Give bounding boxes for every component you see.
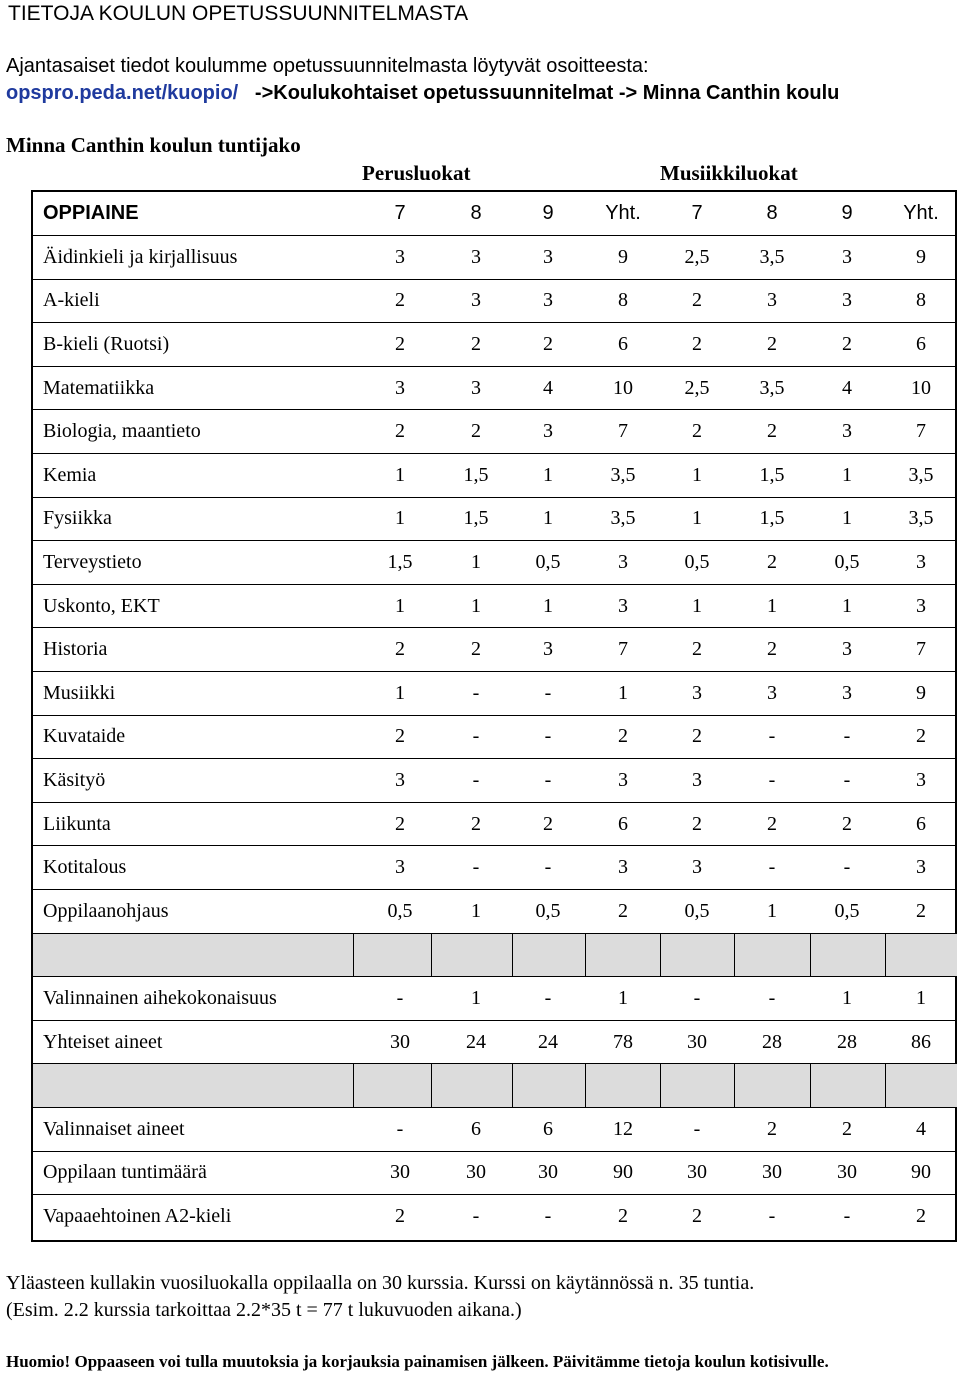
hours-value: 3 bbox=[767, 289, 777, 312]
hours-value: 2 bbox=[842, 1117, 852, 1140]
hours-value: 2 bbox=[471, 638, 481, 661]
subject-name: Liikunta bbox=[43, 812, 111, 835]
hours-value: 3 bbox=[692, 856, 702, 879]
hours-value: 3 bbox=[692, 681, 702, 704]
hours-value: 2 bbox=[767, 638, 777, 661]
subject-name: Kemia bbox=[43, 463, 97, 486]
hours-value: 10 bbox=[911, 376, 931, 399]
hours-value: 90 bbox=[613, 1161, 633, 1184]
column-header: 9 bbox=[542, 202, 554, 224]
hours-value: 1 bbox=[842, 463, 852, 486]
hours-value: 0,5 bbox=[834, 899, 860, 922]
cell-divider bbox=[512, 1064, 513, 1107]
hours-value: 3 bbox=[618, 594, 628, 617]
hours-value: 8 bbox=[618, 289, 628, 312]
cell-divider bbox=[734, 934, 735, 977]
hours-value: 2 bbox=[395, 289, 405, 312]
table-row bbox=[33, 627, 957, 671]
column-header: 7 bbox=[394, 202, 406, 224]
hours-value: 1,5 bbox=[387, 550, 413, 573]
hours-value: - bbox=[472, 681, 480, 704]
hours-value: 30 bbox=[466, 1161, 486, 1184]
subject-name: Oppilaan tuntimäärä bbox=[43, 1161, 207, 1184]
hours-value: 1 bbox=[767, 899, 777, 922]
hours-value: 6 bbox=[543, 1117, 553, 1140]
hours-value: 1 bbox=[543, 594, 553, 617]
hours-value: 0,5 bbox=[387, 899, 413, 922]
hours-value: 2 bbox=[916, 899, 926, 922]
table-bottom-border bbox=[31, 1240, 957, 1242]
hours-value: 1,5 bbox=[759, 463, 785, 486]
hours-value: 2 bbox=[395, 332, 405, 355]
hours-value: - bbox=[544, 856, 552, 879]
hours-value: 1,5 bbox=[463, 463, 489, 486]
hours-value: 1 bbox=[395, 594, 405, 617]
hours-value: 3 bbox=[543, 420, 553, 443]
hours-value: 1 bbox=[767, 594, 777, 617]
hours-value: - bbox=[544, 986, 552, 1009]
hours-value: 86 bbox=[911, 1030, 931, 1053]
lesson-distribution-table bbox=[31, 190, 957, 1242]
hours-value: 0,5 bbox=[684, 899, 710, 922]
link-path-text: ->Koulukohtaiset opetussuunnitelmat -> Minna Canthin koulu bbox=[254, 82, 840, 104]
subject-name: Kotitalous bbox=[43, 856, 127, 879]
hours-value: - bbox=[472, 725, 480, 748]
hours-value: 2 bbox=[692, 812, 702, 835]
hours-value: 3 bbox=[471, 376, 481, 399]
table-row bbox=[33, 976, 957, 1020]
table-row bbox=[33, 889, 957, 933]
cell-divider bbox=[885, 934, 886, 977]
hours-value: 3 bbox=[842, 638, 852, 661]
hours-value: 2 bbox=[767, 332, 777, 355]
hours-value: 9 bbox=[618, 245, 628, 268]
cell-divider bbox=[660, 1064, 661, 1107]
hours-value: 1 bbox=[471, 899, 481, 922]
hours-value: 7 bbox=[916, 638, 926, 661]
hours-value: 1 bbox=[842, 507, 852, 530]
cell-divider bbox=[885, 1064, 886, 1107]
subject-name: Yhteiset aineet bbox=[43, 1030, 163, 1053]
hours-value: - bbox=[843, 1204, 851, 1227]
cell-divider bbox=[431, 1064, 432, 1107]
subject-name: Äidinkieli ja kirjallisuus bbox=[43, 245, 238, 268]
curriculum-link[interactable]: opspro.peda.net/kuopio/ bbox=[6, 82, 239, 104]
table-row bbox=[33, 497, 957, 541]
hours-value: 1 bbox=[395, 507, 405, 530]
hours-value: 3 bbox=[543, 289, 553, 312]
cell-divider bbox=[431, 934, 432, 977]
table-row bbox=[33, 409, 957, 453]
hours-value: 4 bbox=[842, 376, 852, 399]
hours-value: 3 bbox=[842, 289, 852, 312]
hours-value: 2 bbox=[842, 332, 852, 355]
hours-value: 10 bbox=[613, 376, 633, 399]
hours-value: 2 bbox=[692, 420, 702, 443]
table-row bbox=[33, 322, 957, 366]
hours-value: - bbox=[544, 1204, 552, 1227]
hours-value: - bbox=[472, 768, 480, 791]
hours-value: 24 bbox=[538, 1030, 558, 1053]
hours-value: - bbox=[544, 681, 552, 704]
cell-divider bbox=[585, 1064, 586, 1107]
table-header-row bbox=[33, 192, 957, 235]
table-heading: Minna Canthin koulun tuntijako bbox=[6, 133, 301, 157]
column-header: 7 bbox=[691, 202, 703, 224]
hours-value: 2 bbox=[692, 332, 702, 355]
subject-name: Oppilaanohjaus bbox=[43, 899, 169, 922]
hours-value: 3 bbox=[471, 289, 481, 312]
hours-value: 1 bbox=[543, 507, 553, 530]
hours-value: 2 bbox=[916, 1204, 926, 1227]
hours-value: 7 bbox=[916, 420, 926, 443]
spacer-row bbox=[33, 933, 957, 977]
hours-value: 3 bbox=[471, 245, 481, 268]
hours-value: 2 bbox=[395, 725, 405, 748]
example-note: (Esim. 2.2 kurssia tarkoittaa 2.2*35 t = 77 t lukuvuoden aikana.) bbox=[6, 1299, 522, 1321]
hours-value: 4 bbox=[916, 1117, 926, 1140]
hours-value: 1 bbox=[543, 463, 553, 486]
table-row bbox=[33, 671, 957, 715]
subject-name: Matematiikka bbox=[43, 376, 155, 399]
hours-value: 1,5 bbox=[759, 507, 785, 530]
hours-value: 78 bbox=[613, 1030, 633, 1053]
subject-name: Terveystieto bbox=[43, 550, 142, 573]
hours-value: - bbox=[472, 856, 480, 879]
hours-value: 6 bbox=[471, 1117, 481, 1140]
hours-value: 0,5 bbox=[535, 899, 561, 922]
hours-value: 30 bbox=[390, 1161, 410, 1184]
hours-value: 3,5 bbox=[908, 463, 934, 486]
hours-value: 8 bbox=[916, 289, 926, 312]
hours-value: 2 bbox=[916, 725, 926, 748]
cell-divider bbox=[353, 934, 354, 977]
hours-value: 3 bbox=[543, 638, 553, 661]
subject-name: Uskonto, EKT bbox=[43, 594, 160, 617]
hours-value: 3 bbox=[395, 245, 405, 268]
hours-value: 3 bbox=[543, 245, 553, 268]
hours-value: 3 bbox=[618, 768, 628, 791]
hours-value: 6 bbox=[618, 812, 628, 835]
hours-value: 1 bbox=[618, 986, 628, 1009]
hours-value: 2 bbox=[692, 725, 702, 748]
hours-value: 2 bbox=[692, 289, 702, 312]
course-note: Yläasteen kullakin vuosiluokalla oppilaalla on 30 kurssia. Kurssi on käytännössä n. 35 tuntia. bbox=[6, 1272, 755, 1294]
cell-divider bbox=[810, 1064, 811, 1107]
cell-divider bbox=[512, 934, 513, 977]
hours-value: 3 bbox=[395, 768, 405, 791]
hours-value: 0,5 bbox=[834, 550, 860, 573]
hours-value: 2 bbox=[395, 420, 405, 443]
table-row bbox=[33, 802, 957, 846]
cell-divider bbox=[585, 934, 586, 977]
hours-value: 2 bbox=[842, 812, 852, 835]
column-header: 9 bbox=[841, 202, 853, 224]
subject-name: Kuvataide bbox=[43, 725, 126, 748]
hours-value: - bbox=[768, 986, 776, 1009]
cell-divider bbox=[734, 1064, 735, 1107]
table-row bbox=[33, 1020, 957, 1064]
subject-name: Valinnaiset aineet bbox=[43, 1117, 185, 1140]
hours-value: 2 bbox=[692, 638, 702, 661]
curriculum-link-line bbox=[6, 82, 839, 105]
hours-value: 3,5 bbox=[759, 376, 785, 399]
hours-value: 6 bbox=[618, 332, 628, 355]
hours-value: - bbox=[396, 986, 404, 1009]
hours-value: 1 bbox=[618, 681, 628, 704]
hours-value: 7 bbox=[618, 638, 628, 661]
hours-value: 0,5 bbox=[535, 550, 561, 573]
hours-value: 2 bbox=[395, 638, 405, 661]
column-header: Yht. bbox=[605, 202, 641, 224]
hours-value: - bbox=[843, 768, 851, 791]
subject-name: A-kieli bbox=[43, 289, 100, 312]
hours-value: 2 bbox=[543, 332, 553, 355]
hours-value: 30 bbox=[762, 1161, 782, 1184]
hours-value: 28 bbox=[762, 1030, 782, 1053]
group-label-basic: Perusluokat bbox=[362, 161, 471, 185]
hours-value: 3,5 bbox=[610, 507, 636, 530]
hours-value: - bbox=[768, 856, 776, 879]
hours-value: 4 bbox=[543, 376, 553, 399]
hours-value: 6 bbox=[916, 812, 926, 835]
column-header: Yht. bbox=[903, 202, 939, 224]
hours-value: - bbox=[768, 768, 776, 791]
hours-value: - bbox=[544, 725, 552, 748]
table-row bbox=[33, 758, 957, 802]
hours-value: 1 bbox=[692, 507, 702, 530]
subject-name: Musiikki bbox=[43, 681, 116, 704]
table-row bbox=[33, 1151, 957, 1195]
hours-value: 3 bbox=[842, 420, 852, 443]
hours-value: - bbox=[693, 1117, 701, 1140]
table-row bbox=[33, 235, 957, 279]
subject-name: Historia bbox=[43, 638, 108, 661]
hours-value: 1 bbox=[692, 594, 702, 617]
group-label-music: Musiikkiluokat bbox=[660, 161, 798, 185]
hours-value: - bbox=[396, 1117, 404, 1140]
hours-value: 24 bbox=[466, 1030, 486, 1053]
table-row bbox=[33, 366, 957, 410]
hours-value: 2,5 bbox=[684, 245, 710, 268]
subject-name: Valinnainen aihekokonaisuus bbox=[43, 986, 277, 1009]
hours-value: 3,5 bbox=[610, 463, 636, 486]
subject-name: Biologia, maantieto bbox=[43, 420, 201, 443]
hours-value: 1 bbox=[471, 550, 481, 573]
hours-value: 2 bbox=[543, 812, 553, 835]
hours-value: 3 bbox=[618, 856, 628, 879]
table-row bbox=[33, 540, 957, 584]
hours-value: 3 bbox=[767, 681, 777, 704]
hours-value: 9 bbox=[916, 245, 926, 268]
hours-value: 28 bbox=[837, 1030, 857, 1053]
hours-value: 6 bbox=[916, 332, 926, 355]
hours-value: 1 bbox=[471, 986, 481, 1009]
cell-divider bbox=[660, 934, 661, 977]
table-row bbox=[33, 584, 957, 628]
hours-value: 2 bbox=[767, 1117, 777, 1140]
hours-value: 2 bbox=[767, 812, 777, 835]
intro-text: Ajantasaiset tiedot koulumme opetussuunnitelmasta löytyvät osoitteesta: bbox=[6, 55, 649, 77]
hours-value: - bbox=[843, 725, 851, 748]
table-row bbox=[33, 279, 957, 323]
hours-value: 2 bbox=[471, 332, 481, 355]
document-title: TIETOJA KOULUN OPETUSSUUNNITELMASTA bbox=[8, 2, 469, 25]
hours-value: 3 bbox=[618, 550, 628, 573]
hours-value: 3 bbox=[916, 856, 926, 879]
hours-value: 3,5 bbox=[759, 245, 785, 268]
hours-value: 3 bbox=[395, 376, 405, 399]
hours-value: 2 bbox=[395, 1204, 405, 1227]
hours-value: 0,5 bbox=[684, 550, 710, 573]
table-row bbox=[33, 1194, 957, 1238]
hours-value: 3,5 bbox=[908, 507, 934, 530]
hours-value: 2 bbox=[618, 899, 628, 922]
hours-value: - bbox=[768, 1204, 776, 1227]
subject-name: Fysiikka bbox=[43, 507, 112, 530]
hours-value: - bbox=[472, 1204, 480, 1227]
subject-name: B-kieli (Ruotsi) bbox=[43, 332, 170, 355]
hours-value: 3 bbox=[916, 594, 926, 617]
column-header: 8 bbox=[766, 202, 778, 224]
hours-value: 1 bbox=[842, 594, 852, 617]
hours-value: 30 bbox=[687, 1030, 707, 1053]
hours-value: 1 bbox=[842, 986, 852, 1009]
hours-value: 1 bbox=[471, 594, 481, 617]
hours-value: 2 bbox=[618, 725, 628, 748]
hours-value: 3 bbox=[692, 768, 702, 791]
hours-value: 30 bbox=[538, 1161, 558, 1184]
hours-value: 2 bbox=[767, 550, 777, 573]
hours-value: 3 bbox=[916, 550, 926, 573]
table-row bbox=[33, 845, 957, 889]
hours-value: 3 bbox=[916, 768, 926, 791]
hours-value: 2 bbox=[618, 1204, 628, 1227]
hours-value: 2 bbox=[471, 812, 481, 835]
hours-value: 3 bbox=[395, 856, 405, 879]
column-header: 8 bbox=[470, 202, 482, 224]
hours-value: 9 bbox=[916, 681, 926, 704]
footer-notice: Huomio! Oppaaseen voi tulla muutoksia ja korjauksia painamisen jälkeen. Päivitämme tietoja koulun kotisivulle. bbox=[6, 1352, 829, 1371]
hours-value: 1 bbox=[692, 463, 702, 486]
hours-value: - bbox=[843, 856, 851, 879]
subject-name: Vapaaehtoinen A2-kieli bbox=[43, 1204, 232, 1227]
hours-value: 3 bbox=[842, 681, 852, 704]
subject-name: Käsityö bbox=[43, 768, 106, 791]
hours-value: 1 bbox=[395, 463, 405, 486]
hours-value: 3 bbox=[842, 245, 852, 268]
cell-divider bbox=[353, 1064, 354, 1107]
table-row bbox=[33, 715, 957, 759]
cell-divider bbox=[810, 934, 811, 977]
table-row bbox=[33, 1107, 957, 1151]
spacer-row bbox=[33, 1063, 957, 1107]
hours-value: 7 bbox=[618, 420, 628, 443]
hours-value: 1 bbox=[395, 681, 405, 704]
hours-value: 30 bbox=[687, 1161, 707, 1184]
hours-value: - bbox=[768, 725, 776, 748]
hours-value: 12 bbox=[613, 1117, 633, 1140]
hours-value: 2 bbox=[767, 420, 777, 443]
hours-value: 1,5 bbox=[463, 507, 489, 530]
hours-value: - bbox=[544, 768, 552, 791]
hours-value: 2 bbox=[692, 1204, 702, 1227]
hours-value: 2,5 bbox=[684, 376, 710, 399]
hours-value: 2 bbox=[471, 420, 481, 443]
hours-value: 2 bbox=[395, 812, 405, 835]
hours-value: - bbox=[693, 986, 701, 1009]
table-row bbox=[33, 453, 957, 497]
column-header-subject: OPPIAINE bbox=[43, 202, 139, 224]
hours-value: 1 bbox=[916, 986, 926, 1009]
hours-value: 90 bbox=[911, 1161, 931, 1184]
hours-value: 30 bbox=[390, 1030, 410, 1053]
hours-value: 30 bbox=[837, 1161, 857, 1184]
